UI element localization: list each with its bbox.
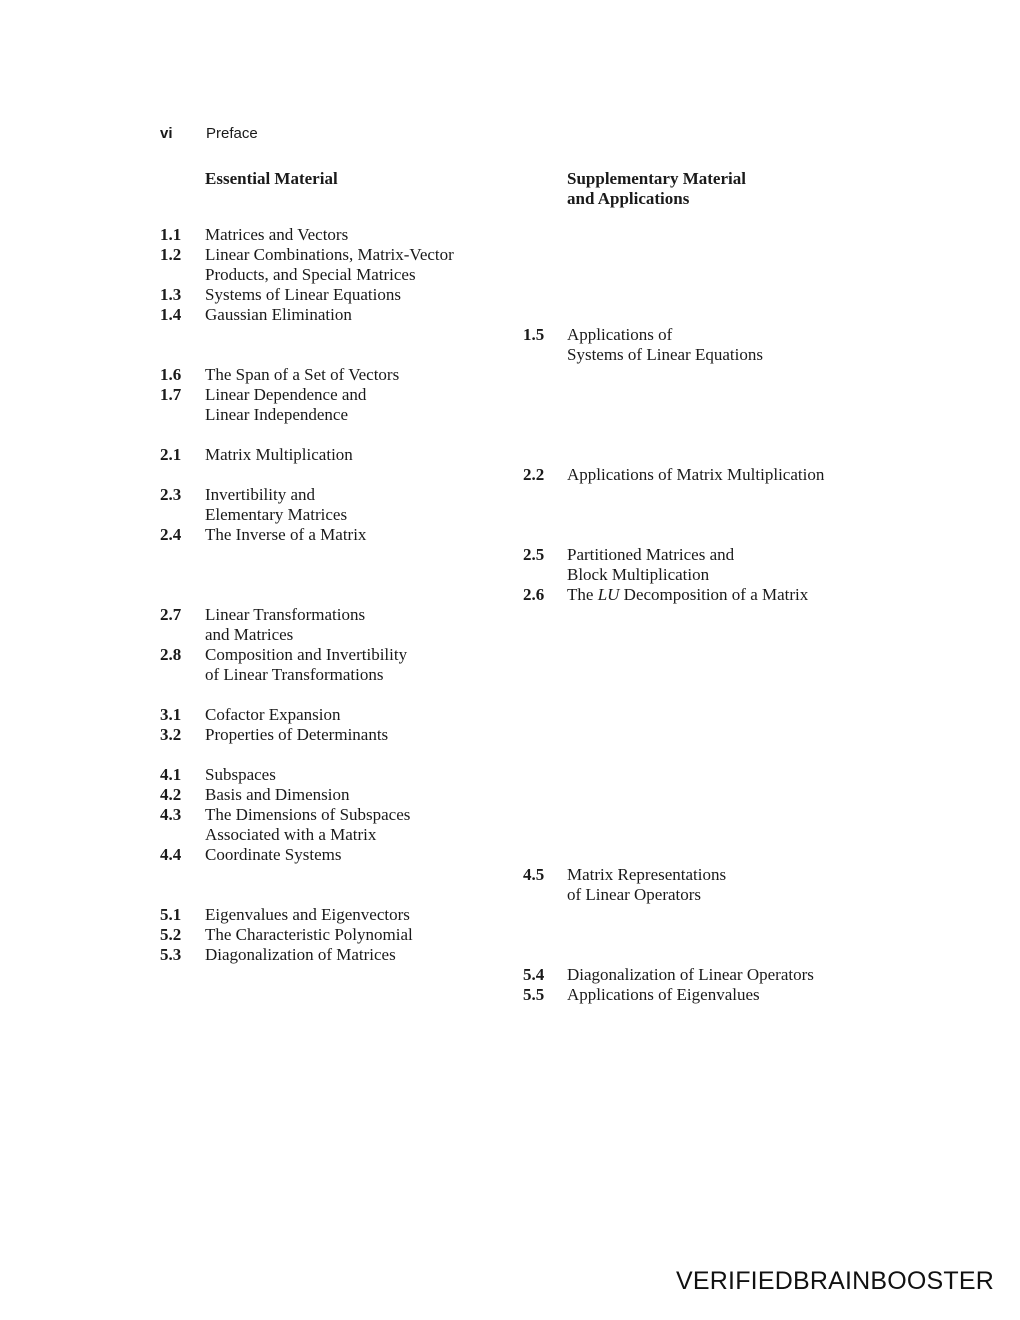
right-column-heading-line1: Supplementary Material <box>567 169 746 188</box>
section-title-line: Applications of Eigenvalues <box>567 985 760 1004</box>
section-title-line: Applications of <box>567 325 673 344</box>
section-title-line: Linear Dependence and <box>205 385 367 404</box>
section-number: 5.5 <box>523 985 545 1004</box>
section-title-line: Linear Independence <box>205 405 348 424</box>
section-number: 4.1 <box>160 765 182 784</box>
section-title-line: Cofactor Expansion <box>205 705 341 724</box>
section-number: 4.3 <box>160 805 182 824</box>
section-title-line: Properties of Determinants <box>205 725 389 744</box>
section-number: 4.4 <box>160 845 182 864</box>
section-title-line: Subspaces <box>205 765 276 784</box>
section-title-line: The Dimensions of Subspaces <box>205 805 411 824</box>
section-title-line: Elementary Matrices <box>205 505 348 524</box>
section-title-line: Systems of Linear Equations <box>567 345 763 364</box>
section-number: 2.2 <box>523 465 545 484</box>
section-number: 2.4 <box>160 525 182 544</box>
section-number: 1.5 <box>523 325 545 344</box>
section-number: 1.7 <box>160 385 182 404</box>
section-title-line: Matrix Representations <box>567 865 727 884</box>
watermark: VERIFIEDBRAINBOOSTER <box>676 1267 994 1295</box>
section-title-line: Products, and Special Matrices <box>205 265 416 284</box>
section-title-line: Diagonalization of Matrices <box>205 945 396 964</box>
section-title-line: Basis and Dimension <box>205 785 350 804</box>
section-number: 5.4 <box>523 965 545 984</box>
section-title-line: Matrix Multiplication <box>205 445 353 464</box>
section-title-line: Applications of Matrix Multiplication <box>567 465 825 484</box>
section-number: 1.2 <box>160 245 182 264</box>
section-number: 1.4 <box>160 305 182 324</box>
section-title-line: Coordinate Systems <box>205 845 342 864</box>
section-number: 4.5 <box>523 865 545 884</box>
section-number: 2.8 <box>160 645 182 664</box>
section-title-line: Diagonalization of Linear Operators <box>567 965 814 984</box>
section-title-line: and Matrices <box>205 625 294 644</box>
section-number: 5.2 <box>160 925 182 944</box>
section-title-line: The Inverse of a Matrix <box>205 525 367 544</box>
section-title-line: The Span of a Set of Vectors <box>205 365 400 384</box>
section-title-line: Block Multiplication <box>567 565 710 584</box>
section-number: 5.3 <box>160 945 182 964</box>
section-number: 3.2 <box>160 725 182 744</box>
section-number: 5.1 <box>160 905 182 924</box>
section-title-line: The LU Decomposition of a Matrix <box>567 585 809 604</box>
section-number: 2.1 <box>160 445 182 464</box>
section-title-line: Linear Combinations, Matrix-Vector <box>205 245 454 264</box>
section-title-line: Linear Transformations <box>205 605 366 624</box>
section-title-line: Invertibility and <box>205 485 316 504</box>
page-number: vi <box>160 125 173 142</box>
section-number: 1.6 <box>160 365 182 384</box>
section-title-line: Systems of Linear Equations <box>205 285 401 304</box>
right-column-heading-line2: and Applications <box>567 189 690 208</box>
section-title-line: Associated with a Matrix <box>205 825 377 844</box>
section-number: 2.3 <box>160 485 182 504</box>
section-number: 1.3 <box>160 285 182 304</box>
section-title-line: The Characteristic Polynomial <box>205 925 413 944</box>
section-title-line: Eigenvalues and Eigenvectors <box>205 905 410 924</box>
section-title-line: of Linear Operators <box>567 885 702 904</box>
section-number: 2.6 <box>523 585 545 604</box>
section-title-line: Composition and Invertibility <box>205 645 408 664</box>
section-title-line: Partitioned Matrices and <box>567 545 735 564</box>
section-number: 1.1 <box>160 225 182 244</box>
section-number: 4.2 <box>160 785 182 804</box>
section-number: 2.7 <box>160 605 182 624</box>
running-title: Preface <box>206 125 258 142</box>
section-title-line: Matrices and Vectors <box>205 225 349 244</box>
left-column-heading: Essential Material <box>205 169 338 188</box>
section-title-line: Gaussian Elimination <box>205 305 352 324</box>
section-number: 3.1 <box>160 705 182 724</box>
section-number: 2.5 <box>523 545 545 564</box>
section-title-line: of Linear Transformations <box>205 665 384 684</box>
